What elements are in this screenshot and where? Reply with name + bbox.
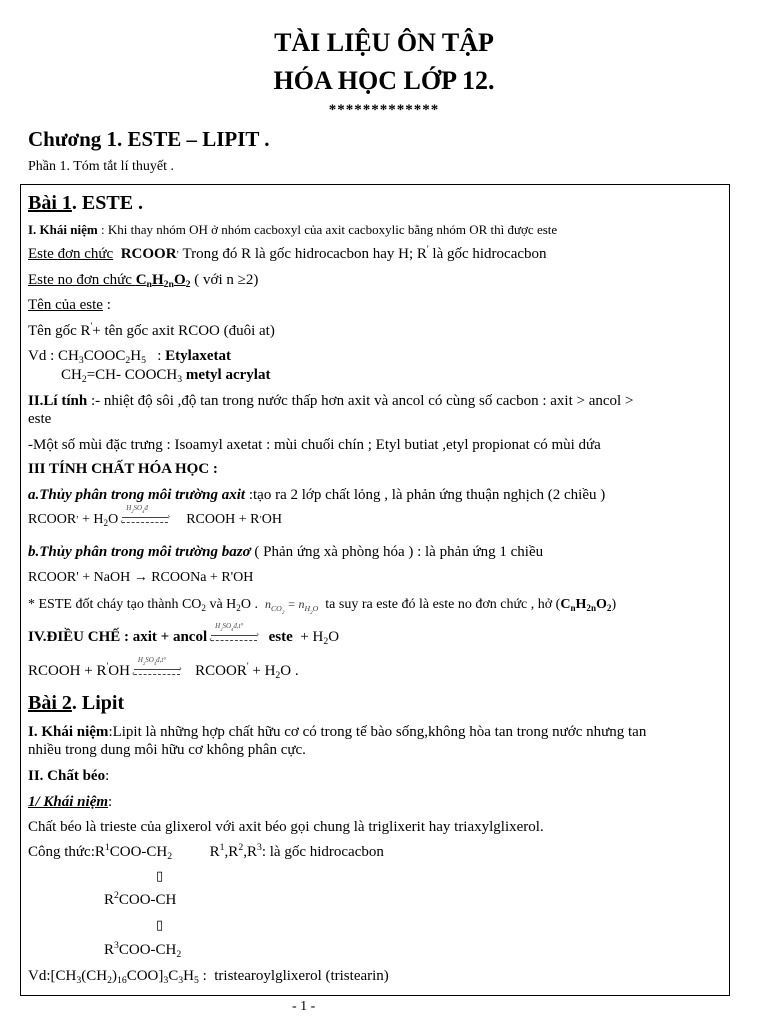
part-heading: Phần 1. Tóm tắt lí thuyết . [28,159,174,174]
tinh-chat-heading: III TÍNH CHẤT HÓA HỌC : [28,461,218,477]
chat-beo-heading: II. Chất béo: [28,768,110,784]
page-number: - 1 - [292,999,316,1014]
este-no-don-chuc-line: Este no đơn chức $C_nH_{2n}O_2$ ( với n ≥2) [28,272,259,290]
li-tinh-cont: este [28,411,52,427]
content-box [20,184,730,996]
reversible-arrow-icon: $H_2SO_4đ$ › ‹ [120,503,171,526]
bai2-khai-niem: I. Khái niệm:Lipit là những hợp chất hữu cơ có trong tế bào sống,không hòa tan trong nước nhưng tan [28,724,647,740]
li-tinh-line: II.Lí tính :- nhiệt độ sôi ,độ tan trong nước thấp hơn axit và ancol có cùng số cacbon : axit > ancol > [28,393,634,409]
chapter-heading: Chương 1. ESTE – LIPIT . [28,127,270,151]
cong-thuc-line: Công $thức:R^1COO-CH_2$ $R^1,R^2,R^3$: là gốc hidrocacbon [28,842,384,862]
thuy-phan-bazo: b.Thủy phân trong môi trường bazơ ( Phản ứng xà phòng hóa ) : là phản ứng 1 chiều [28,544,544,560]
bai2-heading: Bài 2. Lipit [28,692,125,714]
eq-thuy-phan-bazo: RCOOR' + NaOH → RCOONa + R'OH [28,570,254,585]
este-dot-chay: * ESTE đốt cháy tạo thành $CO_2$ và $H_2O$ . $n_{CO_2} = n_{H_2O}$ ta suy ra este đó là este no đơn chức , hở $(C_nH_{2n}O_2)$ [28,597,617,616]
document-title-line2: HÓA HỌC LỚP 12. [273,66,495,95]
formula-r3: $R^3COO-CH_2$ [104,940,182,960]
eq-thuy-phan-axit: RCOOR, + $H_2O$ $H_2SO_4đ$ › ‹ RCOOH + R,OH [28,503,282,528]
bai1-khai-niem: I. Khái niệm : Khi thay nhóm OH ở nhóm cacboxyl của axit cacboxylic bằng nhóm OR thì được este [28,222,558,237]
khai-niem-2-heading: 1/ Khái niệm: [28,794,113,810]
bond-glyph-icon: ▯ [156,868,164,883]
dieu-che-line: IV.ĐIỀU CHẾ : axit + ancol $H_2SO_4đ,t^\circ$ › ‹ este + $H_2O$ [28,621,340,647]
vd-example-1: Vd : $CH_3COOC_2H_5$ : Etylaxetat [28,348,231,366]
bai2-khai-niem-cont: nhiều trong dung môi hữu cơ không phân cực. [28,742,306,758]
chat-beo-definition: Chất béo là trieste của glixerol với axit béo gọi chung là triglixerit hay triaxylglixerol. [28,819,544,835]
thuy-phan-axit: a.Thủy phân trong môi trường axit :tạo ra 2 lớp chất lỏng , là phản ứng thuận nghịch (2 chiều ) [28,487,606,503]
ten-goc-rule: Tên gốc R'+ tên gốc axit RCOO (đuôi at) [28,321,275,339]
document-title-line1: TÀI LIỆU ÔN TẬP [274,28,494,57]
vd-example-2: $CH_2=CH-$ $COOCH_3$ metyl acrylat [61,367,271,385]
reversible-arrow-icon: $H_2SO_4đ,t^\circ$ › ‹ [209,621,260,644]
title-separator-stars: ************* [328,102,440,118]
eq-dieu-che: RCOOH + R'OH $H_2SO_4đ,t^\circ$ › ‹ RCOOR' + $H_2O$ . [28,655,299,681]
bond-glyph-icon: ▯ [156,917,164,932]
bai1-heading: Bài 1. ESTE . [28,192,144,214]
formula-r2: $R^2COO-CH$ [104,890,177,908]
reversible-arrow-icon: $H_2SO_4đ,t^\circ$ › ‹ [131,655,182,678]
ten-cua-este: Tên của este : [28,297,111,313]
vd-tristearin: $Vd:[CH_3(CH_2)_{16}COO]_3C_3H_5$ : tristearoylglixerol (tristearin) [28,968,389,986]
mui-dac-trung: -Một số mùi đặc trưng : Isoamyl axetat : mùi chuối chín ; Etyl butiat ,etyl propionat có mùi dứa [28,437,601,453]
este-don-chuc-line: Este đơn chức RCOOR, Trong đó R là gốc hidrocacbon hay H; R' là gốc hidrocacbon [28,244,547,262]
